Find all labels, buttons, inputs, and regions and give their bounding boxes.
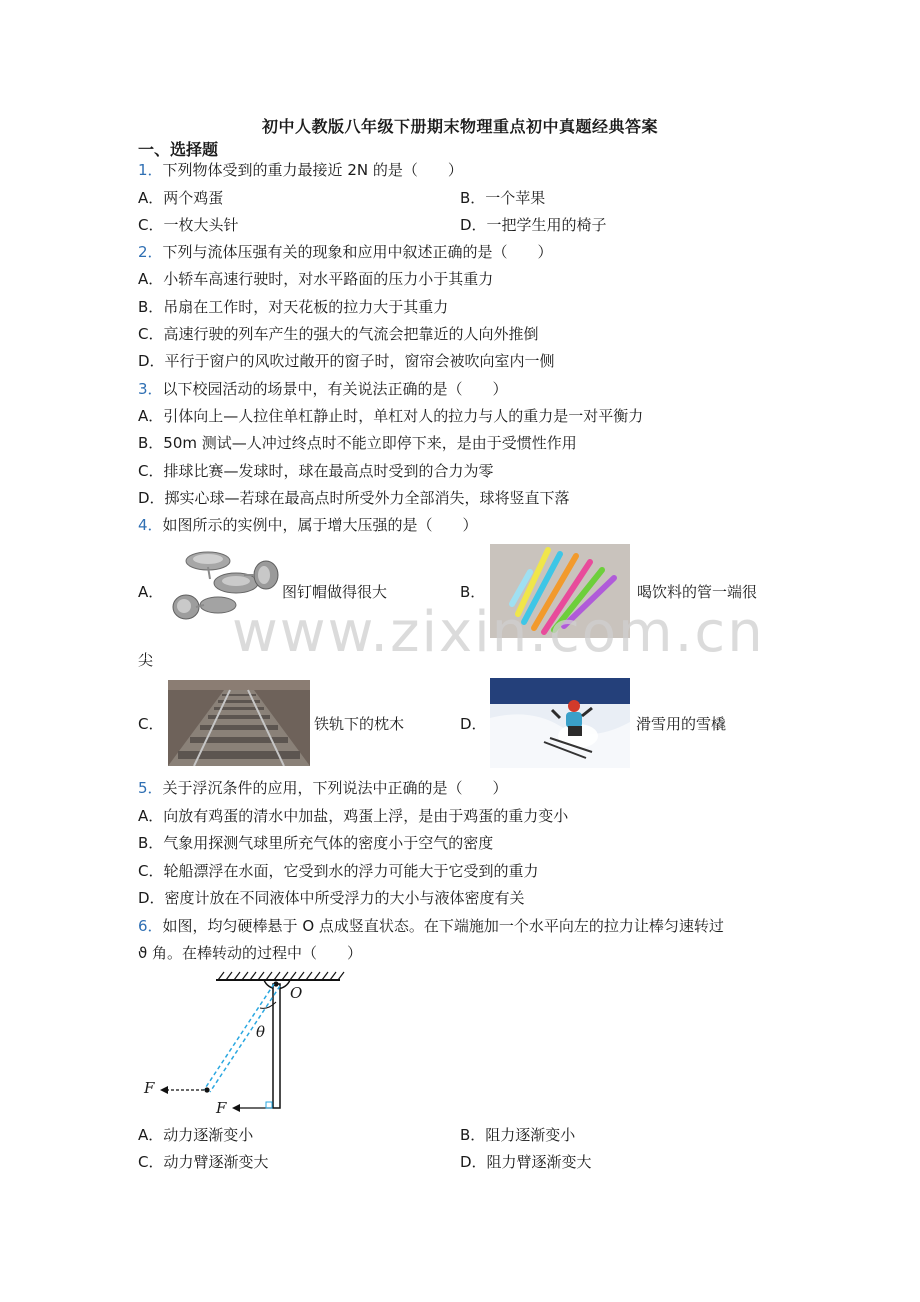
q2-option-b: B．吊扇在工作时，对天花板的拉力大于其重力 xyxy=(138,298,449,316)
question-1-stem xyxy=(138,160,463,180)
document-title: 初中人教版八年级下册期末物理重点初中真题经典答案 xyxy=(261,117,658,136)
q1-option-d: D．一把学生用的椅子 xyxy=(460,216,607,234)
force-label-dashed: F xyxy=(144,1079,155,1097)
q2-option-d: D．平行于窗户的风吹过敞开的窗子时，窗帘会被吹向室内一侧 xyxy=(138,352,555,370)
q3-option-c: C．排球比赛—发球时，球在最高点时受到的合力为零 xyxy=(138,462,494,480)
q2-option-c: C．高速行驶的列车产生的强大的气流会把靠近的人向外推倒 xyxy=(138,325,539,343)
q6-option-b: B．阻力逐渐变小 xyxy=(460,1126,576,1144)
angle-label: θ xyxy=(256,1023,266,1041)
question-number: 3． xyxy=(138,380,163,398)
question-text: 关于浮沉条件的应用，下列说法中正确的是（ ） xyxy=(162,779,508,797)
q3-option-d: D．掷实心球—若球在最高点时所受外力全部消失，球将竖直下落 xyxy=(138,489,570,507)
q4-option-c-text: 铁轨下的枕木 xyxy=(314,715,405,733)
q4-option-a-letter: A． xyxy=(138,583,164,601)
q6-option-a: A．动力逐渐变小 xyxy=(138,1126,254,1144)
q4-option-b-text-continued: 尖 xyxy=(138,651,154,669)
lever-diagram xyxy=(138,968,348,1120)
q5-option-b: B．气象用探测气球里所充气体的密度小于空气的密度 xyxy=(138,834,494,852)
section-heading: 一、选择题 xyxy=(138,140,219,159)
q1-option-b: B．一个苹果 xyxy=(460,189,546,207)
question-text: 如图，均匀硬棒悬于 O 点成竖直状态。在下端施加一个水平向左的拉力让棒匀速转过 xyxy=(162,917,724,935)
q6-option-d: D．阻力臂逐渐变大 xyxy=(460,1153,592,1171)
question-text: 如图所示的实例中，属于增大压强的是（ ） xyxy=(162,516,478,534)
q4-option-c-letter: C． xyxy=(138,715,164,733)
q4-option-d-letter: D． xyxy=(460,715,487,733)
question-5-stem xyxy=(138,778,508,798)
question-4-stem xyxy=(138,515,478,535)
q1-option-a: A．两个鸡蛋 xyxy=(138,189,224,207)
question-text: 以下校园活动的场景中，有关说法正确的是（ ） xyxy=(162,380,508,398)
q4-option-a-text: 图钉帽做得很大 xyxy=(282,583,388,601)
q4-option-d-text: 滑雪用的雪橇 xyxy=(636,715,727,733)
question-3-stem xyxy=(138,379,508,399)
question-number: 4． xyxy=(138,516,163,534)
watermark: www.zixin.com.cn xyxy=(232,600,765,665)
q3-option-b: B．50m 测试—人冲过终点时不能立即停下来，是由于受惯性作用 xyxy=(138,434,577,452)
railway-track-image xyxy=(168,680,310,766)
question-text: 下列与流体压强有关的现象和应用中叙述正确的是（ ） xyxy=(162,243,553,261)
question-number: 2． xyxy=(138,243,163,261)
q5-option-a: A．向放有鸡蛋的清水中加盐，鸡蛋上浮，是由于鸡蛋的重力变小 xyxy=(138,807,569,825)
q1-option-c: C．一枚大头针 xyxy=(138,216,239,234)
question-6-stem xyxy=(138,916,724,936)
q4-option-b-letter: B． xyxy=(460,583,486,601)
pivot-label: O xyxy=(290,984,303,1002)
question-2-stem xyxy=(138,242,553,262)
q6-option-c: C．动力臂逐渐变大 xyxy=(138,1153,269,1171)
force-label-solid: F xyxy=(216,1099,227,1117)
question-text: 下列物体受到的重力最接近 2N 的是（ ） xyxy=(162,161,463,179)
question-number: 6． xyxy=(138,917,163,935)
q4-option-b-text: 喝饮料的管一端很 xyxy=(637,583,758,601)
skier-image xyxy=(490,678,630,768)
q5-option-d: D．密度计放在不同液体中所受浮力的大小与液体密度有关 xyxy=(138,889,525,907)
q5-option-c: C．轮船漂浮在水面，它受到水的浮力可能大于它受到的重力 xyxy=(138,862,539,880)
question-number: 5． xyxy=(138,779,163,797)
q3-option-a: A．引体向上—人拉住单杠静止时，单杠对人的拉力与人的重力是一对平衡力 xyxy=(138,407,644,425)
q2-option-a: A．小轿车高速行驶时，对水平路面的压力小于其重力 xyxy=(138,270,494,288)
question-6-stem-line2: ϑ 角。在棒转动的过程中（ ） xyxy=(138,944,363,962)
question-number: 1． xyxy=(138,161,163,179)
